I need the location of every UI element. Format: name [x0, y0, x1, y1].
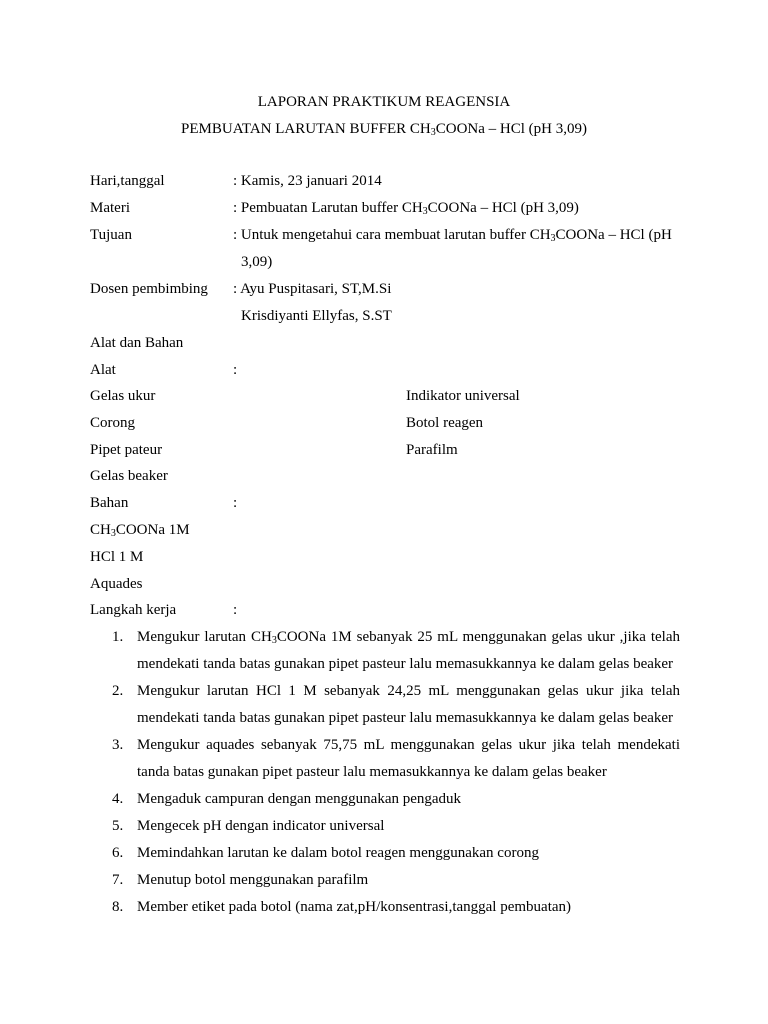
- step-number: 1.: [112, 629, 124, 645]
- step-text: Mengecek pH dengan indicator universal: [137, 818, 385, 834]
- alat-item: Botol reagen: [406, 415, 484, 431]
- bahan-item: [90, 517, 190, 544]
- alat-label: Alat: [90, 362, 116, 378]
- step-item: [90, 678, 680, 732]
- materi-subscript: 3: [422, 206, 428, 217]
- tujuan-text: : Untuk mengetahui cara membuat larutan buffer CH: [233, 227, 551, 243]
- step-number: 3.: [112, 737, 124, 753]
- tujuan-subscript: 3: [550, 233, 556, 244]
- subtitle-text-end: COONa – HCl (pH 3,09): [435, 121, 587, 137]
- report-title: LAPORAN PRAKTIKUM REAGENSIA: [257, 94, 511, 110]
- step-number: 8.: [112, 899, 124, 915]
- langkah-colon: :: [233, 602, 238, 618]
- subtitle-subscript: 3: [430, 127, 436, 138]
- bahan-text-end: COONa 1M: [115, 522, 190, 538]
- materi-text-end: COONa – HCl (pH 3,09): [427, 200, 579, 216]
- tujuan-label: Tujuan: [90, 227, 132, 243]
- step-text: Mengukur larutan HCl 1 M sebanyak 24,25 mL menggunakan gelas ukur jika telah mendekati tanda batas gunakan pipet pasteur lalu memasukkannya ke dalam gelas beaker: [137, 683, 680, 726]
- alat-bahan-heading: Alat dan Bahan: [90, 335, 184, 351]
- step-item: [90, 732, 680, 786]
- step-item: [90, 867, 680, 894]
- step-item: [90, 786, 680, 813]
- step-text: Menutup botol menggunakan parafilm: [137, 872, 369, 888]
- step-number: 2.: [112, 683, 124, 699]
- materi-text: : Pembuatan Larutan buffer CH: [233, 200, 423, 216]
- alat-item: Gelas beaker: [90, 468, 168, 484]
- step-item: [90, 894, 680, 921]
- step-text: Member etiket pada botol (nama zat,pH/konsentrasi,tanggal pembuatan): [137, 899, 572, 915]
- step-text: Mengaduk campuran dengan menggunakan pengaduk: [137, 791, 462, 807]
- step-text: Memindahkan larutan ke dalam botol reagen menggunakan corong: [137, 845, 539, 861]
- step-subscript: 3: [271, 635, 277, 646]
- bahan-text: CH: [90, 522, 111, 538]
- dosen-name-2: Krisdiyanti Ellyfas, S.ST: [241, 308, 392, 324]
- alat-item: Indikator universal: [406, 388, 520, 404]
- bahan-colon: :: [233, 495, 238, 511]
- materi-value: [233, 195, 713, 222]
- alat-item: Parafilm: [406, 442, 458, 458]
- step-text: Mengukur aquades sebanyak 75,75 mL menggunakan gelas ukur jika telah mendekati tanda batas gunakan pipet pasteur lalu memasukkannya ke dalam gelas beaker: [137, 737, 680, 780]
- step-number: 4.: [112, 791, 124, 807]
- steps-list: [90, 624, 680, 921]
- bahan-item: HCl 1 M: [90, 549, 144, 565]
- step-text: Mengukur larutan CH: [137, 629, 272, 645]
- tujuan-value: [233, 222, 713, 276]
- subtitle-text: PEMBUATAN LARUTAN BUFFER CH: [181, 121, 431, 137]
- dosen-label: Dosen pembimbing: [90, 281, 208, 297]
- bahan-item: Aquades: [90, 576, 143, 592]
- step-item: [90, 813, 680, 840]
- materi-label: Materi: [90, 200, 130, 216]
- step-text-end: COONa 1M sebanyak 25 mL menggunakan gelas ukur ,jika telah mendekati tanda batas gunakan pipet pasteur lalu memasukkannya ke dalam gelas beaker: [137, 629, 680, 672]
- bahan-label: Bahan: [90, 495, 129, 511]
- hari-value: : Kamis, 23 januari 2014: [233, 173, 382, 189]
- bahan-subscript: 3: [110, 528, 116, 539]
- tujuan-continuation: 3,09): [241, 254, 273, 270]
- step-number: 7.: [112, 872, 124, 888]
- alat-item: Corong: [90, 415, 135, 431]
- alat-colon: :: [233, 362, 238, 378]
- hari-label: Hari,tanggal: [90, 173, 165, 189]
- alat-item: Pipet pateur: [90, 442, 163, 458]
- report-subtitle: [0, 120, 768, 138]
- step-item: [90, 840, 680, 867]
- dosen-value: [233, 276, 713, 330]
- langkah-label: Langkah kerja: [90, 602, 177, 618]
- step-number: 6.: [112, 845, 124, 861]
- alat-item: Gelas ukur: [90, 388, 156, 404]
- dosen-name-1: : Ayu Puspitasari, ST,M.Si: [233, 281, 392, 297]
- tujuan-text-end: COONa – HCl (pH: [555, 227, 672, 243]
- step-number: 5.: [112, 818, 124, 834]
- step-item: [90, 624, 680, 678]
